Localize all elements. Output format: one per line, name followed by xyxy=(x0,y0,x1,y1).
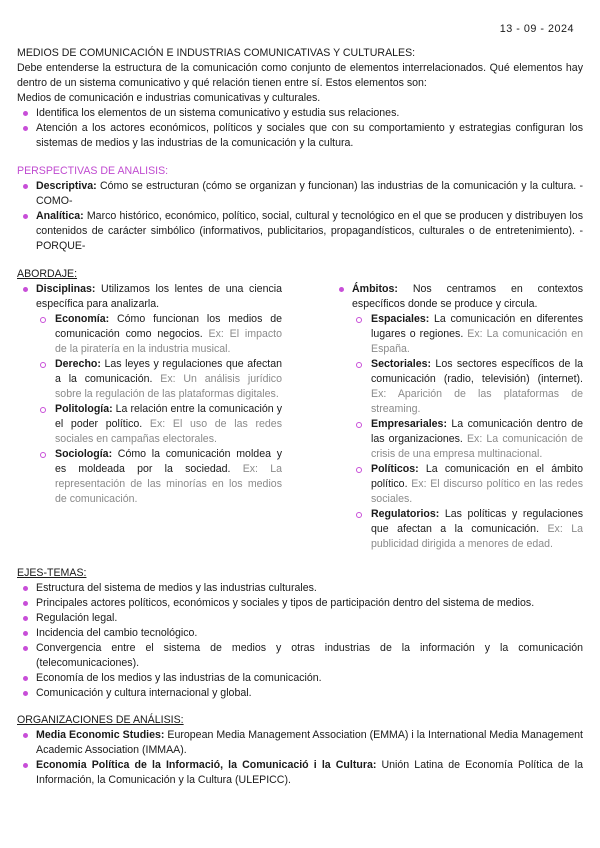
item-example: Ex: La comunicación de crisis de una empresa multinacional. xyxy=(371,433,583,460)
item-label: Disciplinas: xyxy=(36,283,96,295)
item-text: Las políticas y regulaciones que afectan a la comunicación. xyxy=(371,508,583,535)
item-text: La comunicación en diferentes lugares o regiones. xyxy=(371,313,583,340)
item-example: Ex: El discurso político en las redes sociales. xyxy=(371,478,583,505)
item-text: La comunicación en el ámbito político. xyxy=(371,463,583,490)
item-label: Empresariales: xyxy=(371,418,447,430)
list-item: Economía de los medios y las industrias de la comunicación. xyxy=(17,671,583,686)
abordaje-right-column xyxy=(333,282,583,552)
list-item xyxy=(352,462,583,507)
list-item xyxy=(17,728,583,758)
item-example: Ex: Aparición de las plataformas de streaming. xyxy=(371,388,583,415)
list-item xyxy=(352,507,583,552)
item-text: Cómo la comunicación moldea y es moldeada por la sociedad. xyxy=(55,448,282,475)
document-date: 13 - 09 - 2024 xyxy=(499,23,574,35)
item-text: La relación entre la comunicación y el poder político. xyxy=(55,403,282,430)
item-example: Ex: El impacto de la piratería en la industria musical. xyxy=(55,328,282,355)
item-label: Economía: xyxy=(55,313,110,325)
item-text: Utilizamos los lentes de una ciencia específica para analizarla. xyxy=(36,283,282,310)
list-item: Comunicación y cultura internacional y global. xyxy=(17,686,583,701)
list-item xyxy=(36,312,282,357)
intro-bullet-list xyxy=(17,106,583,151)
item-example: Ex: Un análisis jurídico sobre la regulación de las plataformas digitales. xyxy=(55,373,282,400)
item-text: Los sectores específicos de la comunicación (radio, televisión) (internet). xyxy=(371,358,583,385)
list-item: Identifica los elementos de un sistema comunicativo y estudia sus relaciones. xyxy=(17,106,583,121)
perspectivas-section xyxy=(17,164,583,254)
item-text: Nos centramos en contextos específicos donde se produce y circula. xyxy=(352,283,583,310)
list-item xyxy=(36,402,282,447)
list-item: Atención a los actores económicos, políticos y sociales que con su comportamiento y estrategias configuran los sistemas de medios y las industrias de la comunicación y la cultura. xyxy=(17,121,583,151)
item-text: Cómo se estructuran (cómo se organizan y funcionan) las industrias de la comunicación y la cultura. -COMO- xyxy=(36,180,583,207)
list-item xyxy=(352,357,583,417)
abordaje-heading-block xyxy=(17,267,583,282)
ambitos-list xyxy=(333,282,583,552)
item-example: Ex: La publicidad dirigida a menores de edad. xyxy=(371,523,583,550)
abordaje-left-column xyxy=(17,282,282,507)
disciplinas-sublist xyxy=(36,312,282,507)
abordaje-heading: ABORDAJE: xyxy=(17,268,78,280)
item-label: Media Economic Studies: xyxy=(36,729,165,741)
list-item xyxy=(36,447,282,507)
item-label: Derecho: xyxy=(55,358,101,370)
perspectivas-heading: PERSPECTIVAS DE ANALISIS: xyxy=(17,165,169,177)
item-text: Las leyes y regulaciones que afectan a la comunicación. xyxy=(55,358,282,385)
item-label: Descriptiva: xyxy=(36,180,97,192)
intro-title: MEDIOS DE COMUNICACIÓN E INDUSTRIAS COMUNICATIVAS Y CULTURALES: xyxy=(17,47,416,59)
list-item: Regulación legal. xyxy=(17,611,583,626)
disciplinas-list xyxy=(17,282,282,507)
item-example: Ex: La representación de las minorías en los medios de comunicación. xyxy=(55,463,282,505)
ejes-list xyxy=(17,581,583,701)
list-item xyxy=(17,179,583,209)
organizaciones-list xyxy=(17,728,583,788)
list-item xyxy=(333,282,583,552)
list-item: Estructura del sistema de medios y las industrias culturales. xyxy=(17,581,583,596)
list-item: Incidencia del cambio tecnológico. xyxy=(17,626,583,641)
ambitos-sublist xyxy=(352,312,583,552)
item-text: La comunicación dentro de las organizaciones. xyxy=(371,418,583,445)
item-label: Politología: xyxy=(55,403,113,415)
item-label: Sociología: xyxy=(55,448,113,460)
item-example: Ex: El uso de las redes sociales en campañas electorales. xyxy=(55,418,282,445)
item-label: Economia Política de la Informació, la Comunicació i la Cultura: xyxy=(36,759,377,771)
item-example: Ex: La comunicación en España. xyxy=(371,328,583,355)
organizaciones-section xyxy=(17,713,583,788)
list-item xyxy=(17,758,583,788)
list-item xyxy=(17,282,282,507)
list-item xyxy=(352,417,583,462)
item-text: Marco histórico, económico, político, social, cultural y tecnológico en el que se producen y distribuyen los contenidos de carácter simbólico (informativos, publicitarios, propagandísticos, culturales o de entretenimiento). -PORQUE- xyxy=(36,210,583,252)
organizaciones-heading: ORGANIZACIONES DE ANÁLISIS: xyxy=(17,714,184,726)
item-text: European Media Management Association (EMMA) i la International Media Management Academic Association (IMMAA). xyxy=(36,729,583,756)
item-label: Políticos: xyxy=(371,463,419,475)
list-item xyxy=(36,357,282,402)
item-label: Ámbitos: xyxy=(352,283,398,295)
item-text: Cómo funcionan los medios de comunicación como negocios. xyxy=(55,313,282,340)
intro-line: Medios de comunicación e industrias comunicativas y culturales. xyxy=(17,92,321,104)
perspectivas-list xyxy=(17,179,583,254)
ejes-section xyxy=(17,566,583,701)
item-label: Regulatorios: xyxy=(371,508,440,520)
item-label: Sectoriales: xyxy=(371,358,432,370)
ejes-heading: EJES-TEMAS: xyxy=(17,567,87,579)
list-item xyxy=(352,312,583,357)
list-item: Principales actores políticos, económicos y sociales y tipos de participación dentro del sistema de medios. xyxy=(17,596,583,611)
list-item: Convergencia entre el sistema de medios y otras industrias de la información y la comunicación (telecomunicaciones). xyxy=(17,641,583,671)
intro-paragraph: Debe entenderse la estructura de la comunicación como conjunto de elementos interrelacionados. Qué elementos hay dentro de un sistema comunicativo y qué relación tienen entre sí. Estos elementos son: xyxy=(17,62,583,89)
intro-section xyxy=(17,46,583,151)
item-text: Unión Latina de Economía Política de la Información, la Comunicación y la Cultura (ULEPICC). xyxy=(36,759,583,786)
item-label: Analítica: xyxy=(36,210,84,222)
item-label: Espaciales: xyxy=(371,313,430,325)
list-item xyxy=(17,209,583,254)
